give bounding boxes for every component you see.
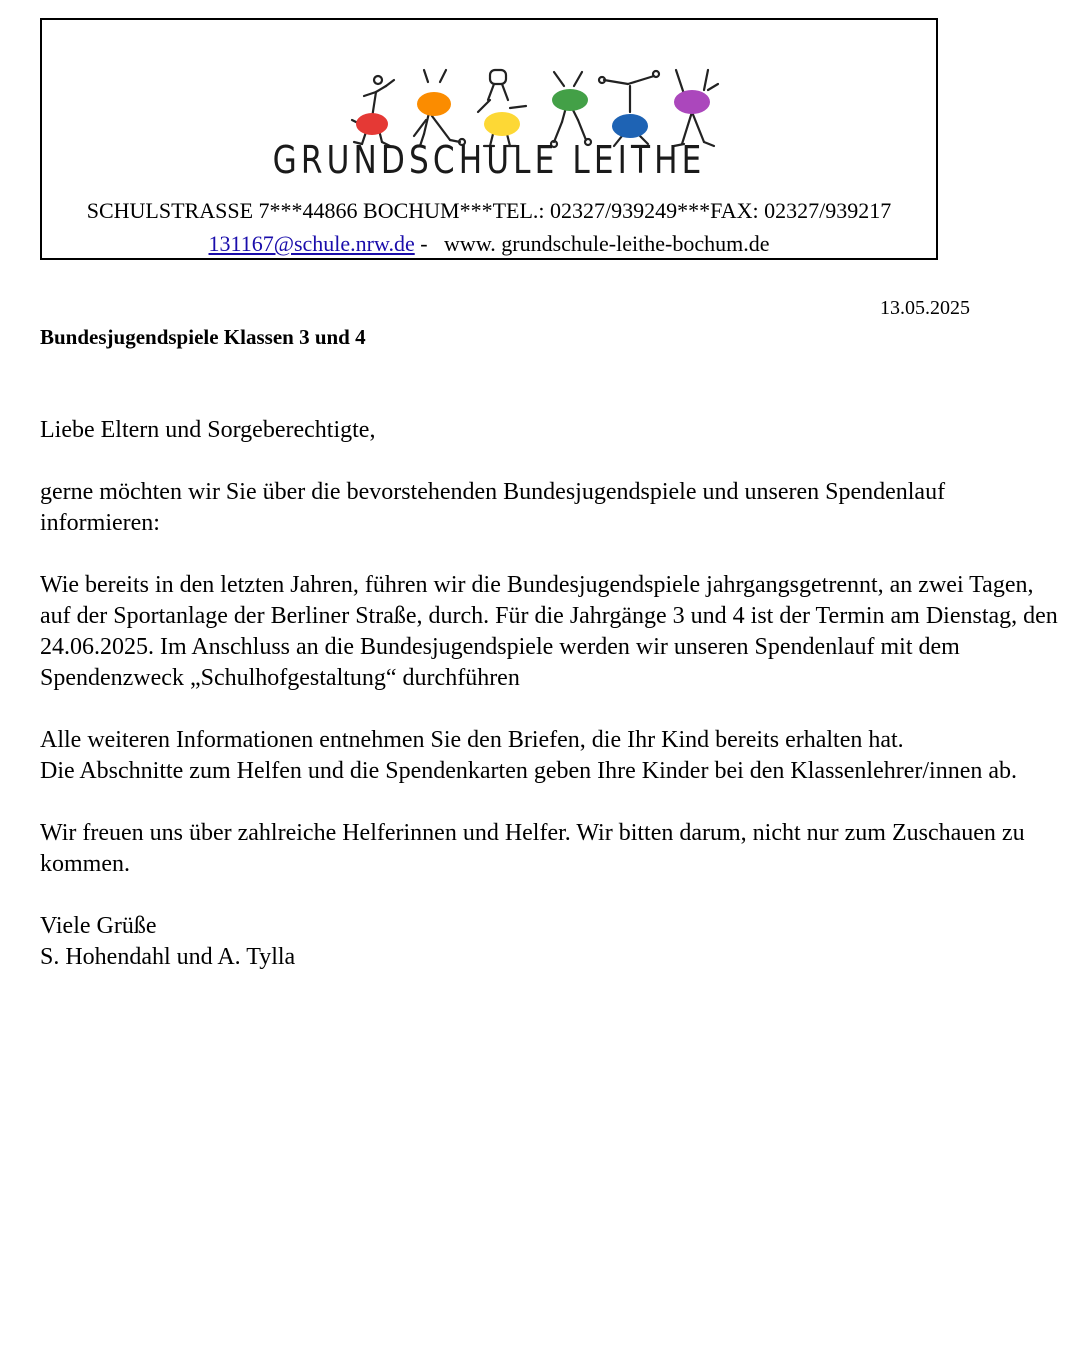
info-paragraph: [40, 725, 1065, 787]
school-name: GRUNDSCHULE LEITHE: [272, 138, 706, 182]
contact-line: [42, 231, 936, 257]
letter-body: [40, 415, 1065, 1004]
email-link[interactable]: 131167@schule.nrw.de: [208, 231, 415, 256]
letter-subject: Bundesjugendspiele Klassen 3 und 4: [40, 325, 366, 349]
website-text: www. grundschule-leithe-bochum.de: [444, 231, 770, 256]
school-address: SCHULSTRASSE 7***44866 BOCHUM***TEL.: 02327/939249***FAX: 02327/939217: [86, 198, 892, 223]
signature: S. Hohendahl und A. Tylla: [40, 944, 296, 970]
sign-off: [40, 911, 1065, 973]
contact-separator: -: [414, 231, 445, 256]
info-line-1: Alle weiteren Informationen entnehmen Sie den Briefen, die Ihr Kind bereits erhalten hat.: [40, 727, 904, 753]
intro-paragraph: gerne möchten wir Sie über die bevorstehenden Bundesjugendspiele und unseren Spendenlauf informieren:: [40, 479, 946, 536]
info-line-2: Die Abschnitte zum Helfen und die Spendenkarten geben Ihre Kinder bei den Klassenlehrer/innen ab.: [40, 758, 1018, 784]
helpers-paragraph: Wir freuen uns über zahlreiche Helferinnen und Helfer. Wir bitten darum, nicht nur zum Zuschauen zu kommen.: [40, 820, 1025, 877]
closing: Viele Grüße: [40, 913, 157, 939]
letterhead: [40, 18, 938, 260]
letter-date: 13.05.2025: [880, 297, 970, 319]
salutation: Liebe Eltern und Sorgeberechtigte,: [40, 417, 376, 443]
event-paragraph: Wie bereits in den letzten Jahren, führen wir die Bundesjugendspiele jahrgangsgetrennt, an zwei Tagen, auf der Sportanlage der Berliner Straße, durch. Für die Jahrgänge 3 und 4 ist der Termin am Dienstag, den 24.06.2025. Im Anschluss an die Bundesjugendspiele werden wir unseren Spendenlauf mit dem Spendenzweck „Schulhofgestaltung“ durchführen: [40, 572, 1058, 691]
